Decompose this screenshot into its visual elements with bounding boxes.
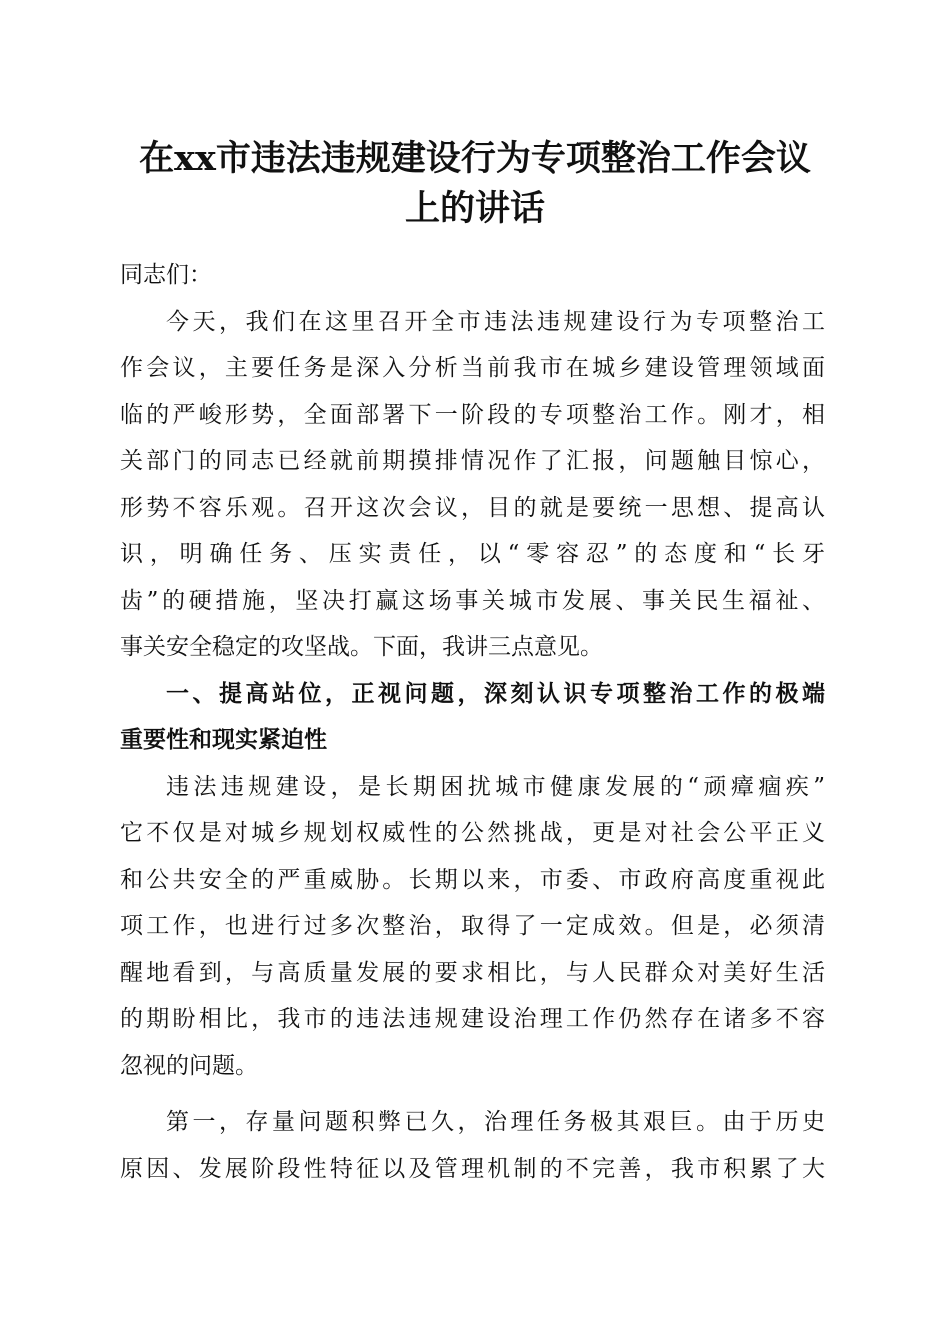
text-line: 的期盼相比，我市的违法违规建设治理工作仍然存在诸多不容 xyxy=(120,1006,825,1032)
text-line: 事关安全稳定的攻坚战。下面，我讲三点意见。 xyxy=(120,634,603,660)
heading-line: 重要性和现实紧迫性 xyxy=(120,727,327,753)
text-line: 作会议，主要任务是深入分析当前我市在城乡建设管理领域面 xyxy=(120,355,825,381)
salutation xyxy=(120,252,825,299)
section-heading xyxy=(120,671,825,764)
text-line: 形势不容乐观。召开这次会议，目的就是要统一思想、提高认 xyxy=(120,494,825,521)
text-line: 今天，我们在这里召开全市违法违规建设行为专项整治工 xyxy=(166,308,825,335)
text-line: 同志们： xyxy=(120,262,212,288)
document-body xyxy=(120,252,825,1192)
text-line: 和公共安全的严重威胁。长期以来，市委、市政府高度重视此 xyxy=(120,866,825,893)
paragraph-first-point xyxy=(120,1099,825,1192)
text-line: 违法违规建设，是长期困扰城市健康发展的“顽瘴痼疾” xyxy=(166,773,825,800)
heading-line: 一、提高站位，正视问题，深刻认识专项整治工作的极端 xyxy=(166,680,825,707)
paragraph-intro xyxy=(120,299,825,671)
text-line: 关部门的同志已经就前期摸排情况作了汇报，问题触目惊心， xyxy=(120,448,825,474)
text-line: 醒地看到，与高质量发展的要求相比，与人民群众对美好生活 xyxy=(120,959,825,986)
paragraph-spacer xyxy=(120,1089,825,1099)
text-line: 齿”的硬措施，坚决打赢这场事关城市发展、事关民生福祉、 xyxy=(120,587,825,614)
paragraph-problems xyxy=(120,764,825,1090)
text-line: 它不仅是对城乡规划权威性的公然挑战，更是对社会公平正义 xyxy=(120,820,825,846)
title-line: 上的讲话 xyxy=(404,188,545,229)
text-line: 忽视的问题。 xyxy=(120,1052,258,1079)
text-line: 临的严峻形势，全面部署下一阶段的专项整治工作。刚才，相 xyxy=(120,401,825,428)
text-line: 原因、发展阶段性特征以及管理机制的不完善，我市积累了大 xyxy=(120,1155,825,1182)
text-line: 项工作，也进行过多次整治，取得了一定成效。但是，必须清 xyxy=(120,913,825,939)
title-line: 在xx市违法违规建设行为专项整治工作会议 xyxy=(139,138,811,179)
text-line: 识，明确任务、压实责任，以“零容忍”的态度和“长牙 xyxy=(120,541,825,567)
text-line: 第一，存量问题积弊已久，治理任务极其艰巨。由于历史 xyxy=(166,1109,825,1135)
document-title xyxy=(100,134,850,234)
